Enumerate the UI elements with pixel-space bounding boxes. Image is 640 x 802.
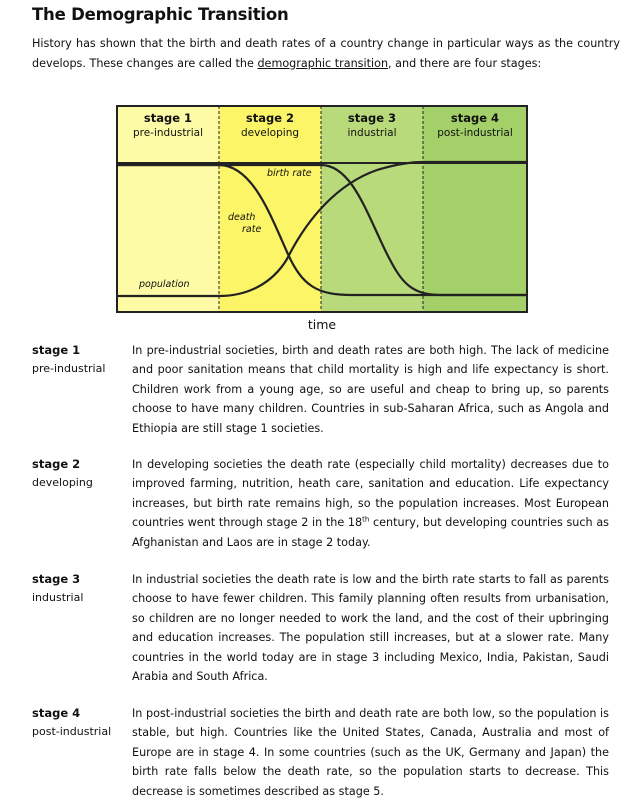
x-axis-label: time [307, 317, 337, 332]
stage-4-heading-block [32, 704, 132, 742]
stage-1-number: stage 1 [32, 343, 81, 357]
stage-2-heading-block [32, 455, 132, 493]
stage-3-name: industrial [32, 591, 84, 604]
stage-4-heading: stage 4 [450, 111, 500, 125]
population-label: population [139, 279, 190, 290]
stage-3-heading-block [32, 570, 132, 608]
stage-1-heading: stage 1 [143, 111, 193, 125]
stage-3-number: stage 3 [32, 572, 81, 586]
intro-text: History has shown that the birth and death rates of a country change in particular ways as the country develops. These changes are called the [32, 37, 620, 70]
stage-2-text-end: century, but developing countries such as Afghanistan and Laos are in stage 2 today. [132, 516, 609, 549]
death-rate-label-line-2: rate [242, 224, 262, 235]
intro-text-end: , and there are four stages: [388, 57, 542, 70]
birth-rate-label: birth rate [267, 168, 312, 179]
stage-1-name: pre-industrial [32, 362, 106, 375]
death-rate-label-line-1: death [228, 212, 256, 223]
stage-4-description: In post-industrial societies the birth and death rate are both low, so the population is stable, but high. Countries like the United States, Canada, Australia and most of Europe are in stage 4. In some countries (such as the UK, Germany and Japan) the birth rate falls below the death rate, so the population starts to decrease. This decrease is sometimes described as stage 5. [132, 707, 609, 798]
demographic-transition-diagram [112, 104, 532, 334]
intro-paragraph [32, 34, 620, 74]
stage-3-heading: stage 3 [347, 111, 397, 125]
stage-1-description: In pre-industrial societies, birth and death rates are both high. The lack of medicine and poor sanitation means that child mortality is high and life expectancy is short. Children work from a young age, so are useful and cheap to bring up, so parents choose to have many children. Countries in sub-Saharan Africa, such as Angola and Ethiopia are still stage 1 societies. [132, 344, 609, 435]
stage-2-heading: stage 2 [245, 111, 295, 125]
stage-2-text: In developing societies the death rate (especially child mortality) decreases due to improved farming, nutrition, heath care, sanitation and education. Life expectancy increases, but birth rate remains high, so the population increases. Most European countries went through stage 2 in the 18 [132, 458, 609, 530]
stage-4-subheading: post-industrial [437, 127, 513, 139]
stage-2-number: stage 2 [32, 457, 81, 471]
page-title: The Demographic Transition [32, 5, 289, 24]
stage-4-number: stage 4 [32, 706, 81, 720]
intro-term: demographic transition [257, 57, 389, 70]
stage-2-name: developing [32, 476, 93, 489]
stage-4-name: post-industrial [32, 725, 112, 738]
stage-2-subheading: developing [240, 127, 300, 139]
stage-3-subheading: industrial [347, 127, 397, 139]
stage-1-subheading: pre-industrial [132, 127, 204, 139]
stage-1-heading-block [32, 341, 132, 379]
stage-2-description [132, 455, 609, 552]
ordinal-suffix: th [362, 515, 370, 524]
stage-3-description: In industrial societies the death rate is low and the birth rate starts to fall as parents choose to have fewer children. This family planning often results from urbanisation, so children are no longer needed to work the land, and the cost of their upbringing and education increases. The population still increases, but at a slower rate. Many countries in the world today are in stage 3 including Mexico, India, Pakistan, Saudi Arabia and South Africa. [132, 573, 609, 684]
